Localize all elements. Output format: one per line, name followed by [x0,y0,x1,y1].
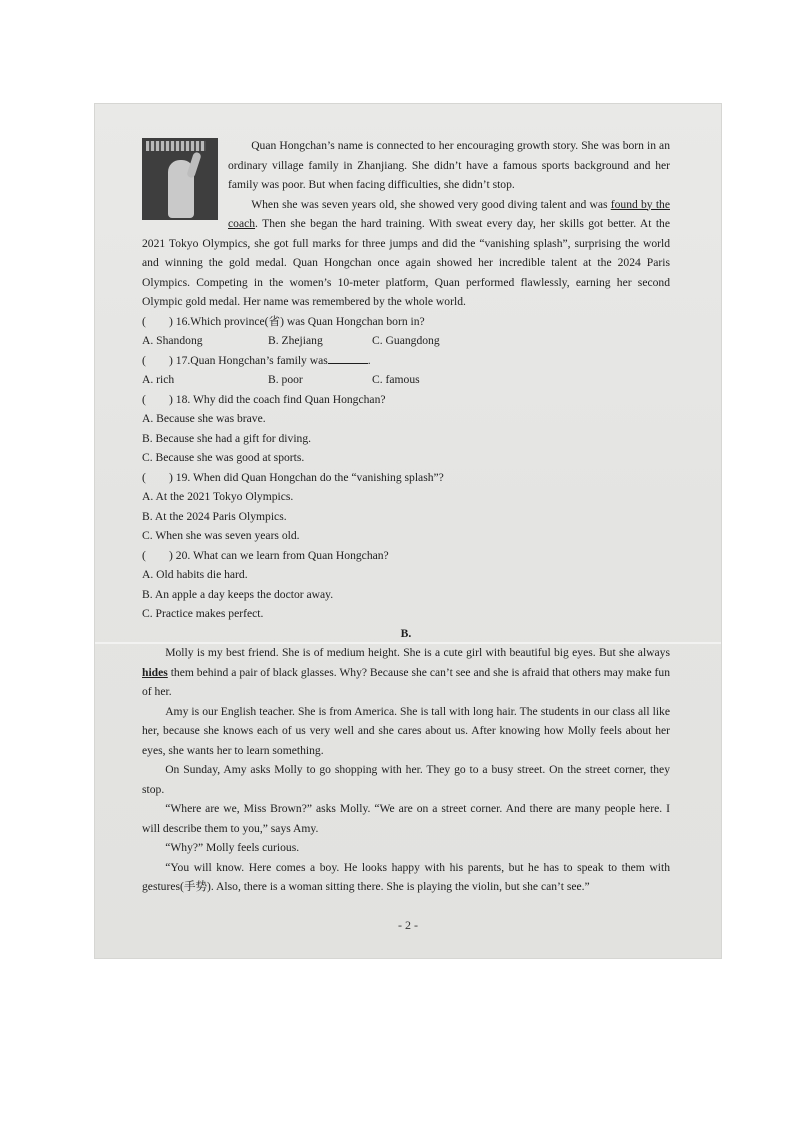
passage-a-p2-start: When she was seven years old, she showed very good diving talent and was [251,197,611,211]
passage-b-p1-start: Molly is my best friend. She is of medium height. She is a cute girl with beautiful big eyes. But she always [165,646,670,659]
passage-b-paragraph-1 [142,643,670,702]
question-19-option-b[interactable]: B. At the 2024 Paris Olympics. [142,509,287,523]
question-18-option-a[interactable]: A. Because she was brave. [142,412,266,425]
passage-b-paragraph-3: On Sunday, Amy asks Molly to go shopping with her. They go to a busy street. On the street corner, they stop. [142,763,670,796]
question-17-stem-text: ( ) 17.Quan Hongchan’s family was [142,353,328,367]
question-18-stem: ( ) 18. Why did the coach find Quan Hongchan? [142,392,386,406]
athlete-raised-arm [186,151,202,178]
question-16-option-b[interactable]: B. Zhejiang [268,334,323,347]
question-20-option-b[interactable]: B. An apple a day keeps the doctor away. [142,587,334,601]
question-17-option-c[interactable]: C. famous [372,373,420,386]
passage-a-paragraph-2 [142,195,670,312]
question-20-stem: ( ) 20. What can we learn from Quan Hongchan? [142,548,389,562]
question-17-option-a[interactable]: A. rich [142,373,175,386]
passage-b-paragraph-5: “Why?” Molly feels curious. [165,841,300,854]
question-16-option-a[interactable]: A. Shandong [142,334,203,347]
question-16-options [142,331,670,351]
exam-content [142,136,670,897]
page-number: - 2 - [398,918,418,932]
question-17-stem [142,351,670,371]
exam-paper-sheet [95,104,721,958]
answer-blank[interactable] [328,351,368,364]
question-16-stem: ( ) 16.Which province(省) was Quan Hongchan born in? [142,314,425,328]
question-20-option-a[interactable]: A. Old habits die hard. [142,568,248,581]
question-17-option-b[interactable]: B. poor [268,373,303,386]
question-17-stem-end: . [367,353,371,367]
question-19-option-c[interactable]: C. When she was seven years old. [142,529,300,542]
passage-b-p1-rest: them behind a pair of black glasses. Why? Because she can’t see and she is afraid that others may make fun of her. [142,665,670,698]
passage-b-paragraph-2: Amy is our English teacher. She is from America. She is tall with long hair. The students in our class all like her, because she knows each of us very well and she cares about us. After knowing how Molly feels about her eyes, she wants her to learn something. [142,704,670,757]
question-16-option-c[interactable]: C. Guangdong [372,334,440,347]
underlined-phrase: found by the coach [228,197,670,230]
passage-b-paragraph-4: “Where are we, Miss Brown?” asks Molly. “We are on a street corner. And there are many people here. I will describe them to you,” says Amy. [142,802,670,835]
keyword-hides: hides [142,665,168,679]
question-19-stem: ( ) 19. When did Quan Hongchan do the “vanishing splash”? [142,470,444,484]
section-b-heading: B. [400,626,412,640]
question-18-option-c[interactable]: C. Because she was good at sports. [142,451,305,464]
passage-a-paragraph-1: Quan Hongchan’s name is connected to her encouraging growth story. She was born in an ordinary village family in Zhanjiang. She didn’t have a famous sports background and her family was poor. But when facing difficulties, she didn’t stop. [228,139,670,191]
question-18-option-b[interactable]: B. Because she had a gift for diving. [142,431,312,445]
athlete-photo [142,138,218,220]
question-19-option-a[interactable]: A. At the 2021 Tokyo Olympics. [142,490,294,503]
question-20-option-c[interactable]: C. Practice makes perfect. [142,607,264,620]
question-17-options [142,370,670,390]
photo-caption-strip [146,141,206,151]
passage-b-paragraph-6: “You will know. Here comes a boy. He looks happy with his parents, but he has to speak to them with gestures(手势). Also, there is a woman sitting there. She is playing the violin, but she can’t see.” [142,860,670,893]
passage-a-p2-rest: . Then she began the hard training. With sweat every day, her skills got better. At the 2021 Tokyo Olympics, she got full marks for three jumps and did the “vanishing splash”, surprising the world and winning the gold medal. Quan Hongchan once again showed her incredible talent at the 2024 Paris Olympics. Competing in the women’s 10-meter platform, Quan performed flawlessly, earning her second Olympic gold medal. Her name was remembered by the whole world. [142,217,670,308]
